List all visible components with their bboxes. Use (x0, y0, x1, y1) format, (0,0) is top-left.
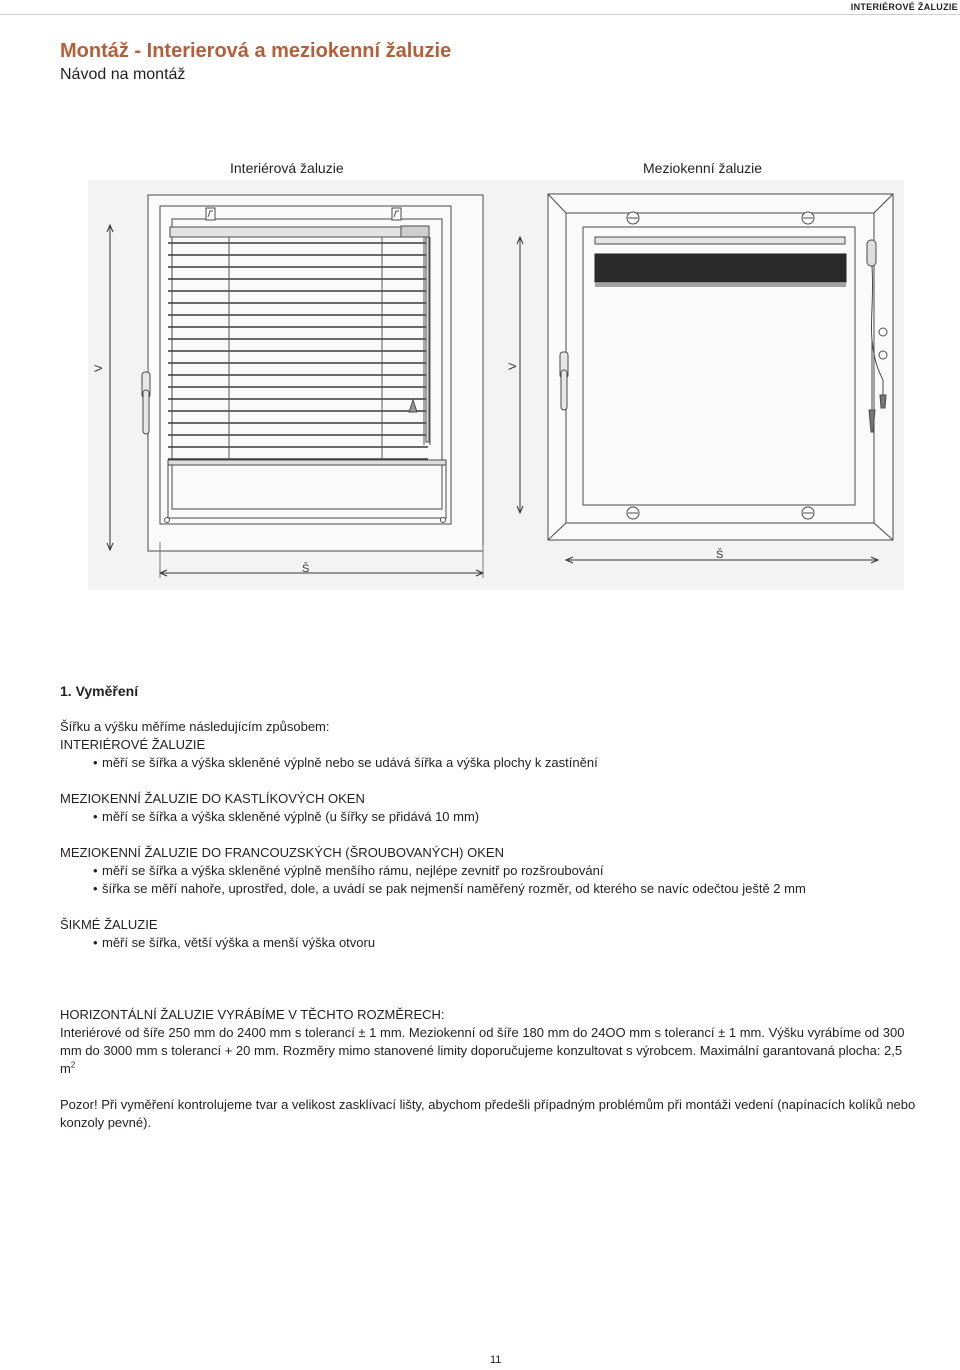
bracket-left-icon (206, 208, 215, 220)
right-width-label: Š (716, 549, 724, 561)
page-subtitle: Návod na montáž (60, 66, 186, 83)
interior-window-drawing (148, 195, 483, 551)
block-box-windows (60, 790, 920, 826)
screw-icon (802, 212, 814, 224)
screw-icon (802, 507, 814, 519)
bracket-right-icon (392, 208, 401, 220)
interpane-blind-caption: Meziokenní žaluzie (643, 160, 763, 176)
note-label: Pozor! (60, 1097, 98, 1112)
section-intro: Šířku a výšku měříme následujícím způsobem: (60, 719, 330, 734)
dimensions-block (60, 1006, 920, 1078)
screw-icon (627, 212, 639, 224)
spacer (60, 970, 920, 1006)
block-title: MEZIOKENNÍ ŽALUZIE DO KASTLÍKOVÝCH OKEN (60, 791, 365, 806)
page-title: Montáž - Interierová a meziokenní žaluzie (60, 40, 452, 62)
window-blind-diagram (88, 180, 904, 590)
interpane-window-drawing (548, 194, 893, 540)
left-width-label: Š (302, 563, 310, 575)
block-title: MEZIOKENNÍ ŽALUZIE DO FRANCOUZSKÝCH (ŠROUBOVANÝCH) OKEN (60, 845, 504, 860)
bullet-item: • šířka se měří nahoře, uprostřed, dole, a uvádí se pak nejmenší naměřený rozměr, od kterého se navíc odečtou ještě 2 mm (60, 880, 920, 898)
dimensions-paragraph (60, 1024, 920, 1078)
block-title: ŠIKMÉ ŽALUZIE (60, 917, 158, 932)
dimensions-heading: HORIZONTÁLNÍ ŽALUZIE VYRÁBÍME V TĚCHTO ROZMĚRECH: (60, 1007, 445, 1022)
header-label: INTERIÉROVÉ ŽALUZIE (850, 2, 958, 12)
bullet-item: • měří se šířka, větší výška a menší výška otvoru (60, 934, 920, 952)
screw-icon (627, 507, 639, 519)
note-paragraph (60, 1096, 920, 1132)
block-french-windows (60, 844, 920, 898)
left-window-handle-icon (142, 372, 150, 434)
left-height-label: V (93, 364, 105, 372)
block-title: INTERIÉROVÉ ŽALUZIE (60, 737, 206, 752)
right-height-label: V (507, 362, 519, 370)
section-heading: 1. Vyměření (60, 683, 139, 699)
instructions (60, 682, 920, 1132)
dimensions-text: Interiérové od šíře 250 mm do 2400 mm s tolerancí ± 1 mm. Meziokenní od šíře 180 mm do 24OO mm s tolerancí ± 1 mm. Výšku vyrábíme od 300 mm do 3000 mm s tolerancí + 20 mm. Rozměry mimo stanovené limity doporučujeme konzultovat s výrobcem. Maximální garantovaná plocha: 2,5 m (60, 1025, 905, 1076)
block-interior (60, 736, 920, 772)
bullet-item: • měří se šířka a výška skleněné výplně menšího rámu, nejlépe zevnitř po rozšroubování (60, 862, 920, 880)
block-sloped (60, 916, 920, 952)
note-text: Při vyměření kontrolujeme tvar a velikost zasklívací lišty, abychom předešli případným problémům při montáži vedení (napínacích kolíků nebo konzoly pevné). (60, 1097, 916, 1130)
interior-blind-caption: Interiérová žaluzie (230, 160, 344, 176)
page-number: 11 (490, 1354, 502, 1366)
right-window-handle-icon (560, 352, 568, 410)
dimensions-superscript: 2 (70, 1060, 76, 1070)
bullet-item: • měří se šířka a výška skleněné výplně nebo se udává šířka a výška plochy k zastínění (60, 754, 920, 772)
header-rule (0, 14, 960, 15)
bullet-item: • měří se šířka a výška skleněné výplně (u šířky se přidává 10 mm) (60, 808, 920, 826)
